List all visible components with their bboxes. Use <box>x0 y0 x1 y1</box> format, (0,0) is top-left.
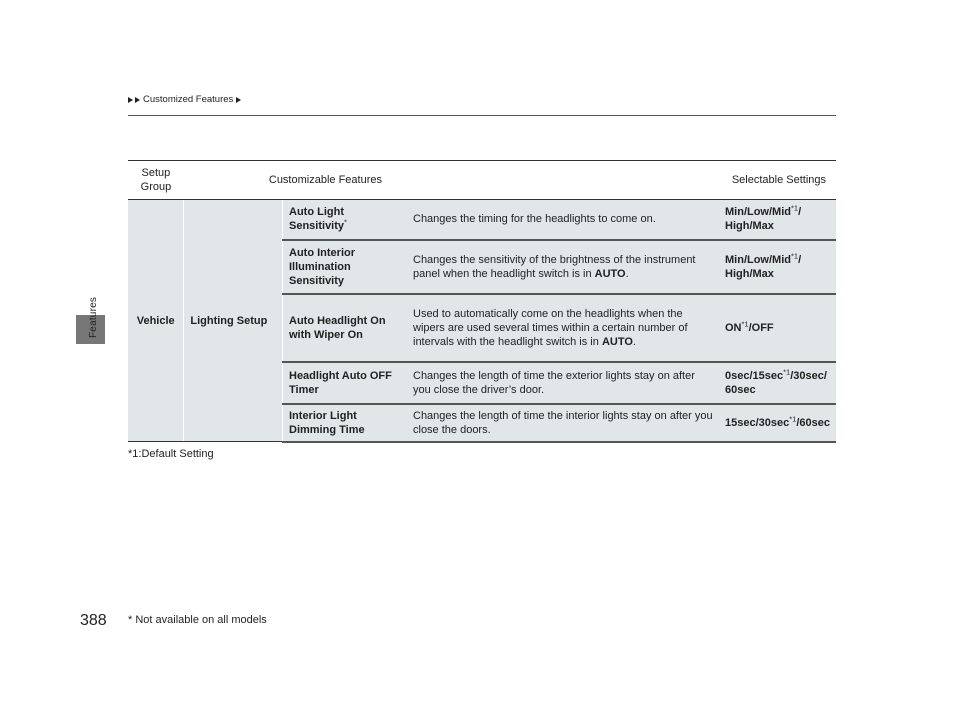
breadcrumb-arrow-icon <box>128 97 133 103</box>
feature-name: Interior Light Dimming Time <box>289 409 365 436</box>
column-header: Setup Group <box>128 161 184 200</box>
feature-description: Changes the sensitivity of the brightness of the instrument panel when the headlight switch is in AUTO. <box>413 253 696 280</box>
section-tab-label: Features <box>88 296 99 338</box>
feature-name: Headlight Auto OFF Timer <box>289 369 392 396</box>
selectable-settings: $0\sec/15\sec^{*1}/30\sec/$ 60sec <box>725 366 827 396</box>
table-header-row <box>128 161 836 200</box>
table-row <box>128 200 836 240</box>
selectable-settings: Min/Low/Mid$^{*1}$/ High/Max <box>725 250 802 280</box>
feature-name: Auto Headlight On with Wiper On <box>289 314 386 341</box>
breadcrumb-item[interactable]: Customized Features <box>143 94 234 105</box>
selectable-settings: $15\sec/30\sec^{*1}/60\sec$ <box>725 413 830 429</box>
customizable-features-table <box>128 160 836 443</box>
feature-name: Auto Interior Illumination Sensitivity <box>289 246 355 287</box>
breadcrumb-arrow-icon <box>236 97 241 103</box>
breadcrumb-arrow-icon <box>135 97 140 103</box>
selectable-settings: Min/Low/Mid$^{*1}$/ High/Max <box>725 203 802 233</box>
feature-description: Changes the length of time the interior lights stay on after you close the doors. <box>413 409 713 436</box>
selectable-settings: ON$^{*1}$/OFF <box>725 318 774 334</box>
column-header: Selectable Settings <box>707 161 836 200</box>
subgroup-cell: Lighting Setup <box>184 200 283 442</box>
setup-group-cell: Vehicle <box>128 200 184 442</box>
row-content <box>283 240 837 294</box>
row-content <box>283 294 837 362</box>
feature-description: Changes the length of time the exterior lights stay on after you close the driver’s door. <box>413 369 695 396</box>
default-setting-footnote: *1:Default Setting <box>128 448 214 460</box>
feature-description: Changes the timing for the headlights to come on. <box>413 213 656 226</box>
row-content <box>283 200 837 240</box>
row-content <box>283 362 837 404</box>
page-number: 388 <box>80 612 107 629</box>
row-content <box>283 404 837 442</box>
feature-description: Used to automatically come on the headlights when the wipers are used several times within a certain number of intervals with the headlight switch is in AUTO. <box>413 307 688 348</box>
header-divider <box>128 115 836 116</box>
availability-note: * Not available on all models <box>128 614 267 626</box>
feature-name: Auto Light Sensitivity* <box>289 206 347 233</box>
breadcrumb <box>128 94 243 105</box>
column-header: Customizable Features <box>184 161 707 200</box>
